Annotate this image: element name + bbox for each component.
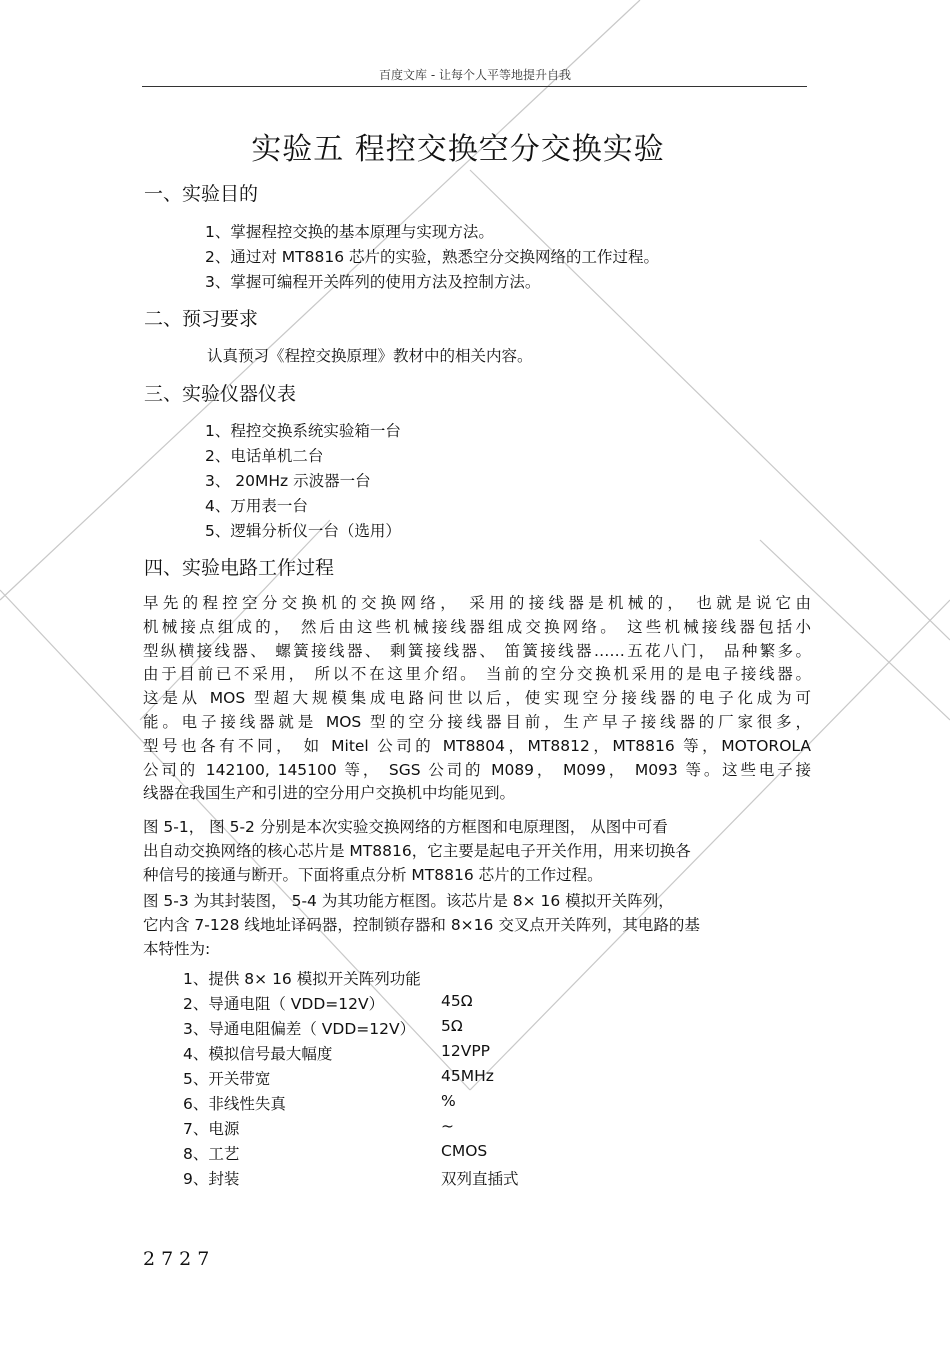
spec-label: 1、提供 8× 16 模拟开关阵列功能	[183, 970, 421, 988]
paragraph-line: 能。电子接线器就是 MOS 型的空分接线器目前，生产早子接线器的厂家很多，	[143, 712, 811, 731]
spec-value: %	[441, 1092, 456, 1110]
paragraph-line: 机械接点组成的， 然后由这些机械接线器组成交换网络。 这些机械接线器包括小	[143, 617, 811, 636]
spec-label: 3、导通电阻偏差（ VDD=12V）	[183, 1020, 416, 1038]
spec-label: 5、开关带宽	[183, 1070, 271, 1088]
section-heading-instruments: 三、实验仪器仪表	[144, 383, 297, 405]
instrument-item: 2、电话单机二台	[205, 447, 324, 465]
paragraph-line: 本特性为:	[143, 939, 211, 958]
instrument-item: 3、 20MHz 示波器一台	[205, 472, 371, 490]
spec-label: 7、电源	[183, 1120, 240, 1138]
header-rule	[142, 86, 807, 87]
spec-value: 双列直插式	[441, 1170, 519, 1188]
spec-label: 2、导通电阻（ VDD=12V）	[183, 995, 385, 1013]
section-heading-preview: 二、预习要求	[144, 308, 259, 330]
spec-label: 6、非线性失真	[183, 1095, 286, 1113]
spec-label: 9、封装	[183, 1170, 240, 1188]
paragraph-line: 早先的程控空分交换机的交换网络， 采用的接线器是机械的， 也就是说它由	[143, 594, 811, 612]
paragraph-line: 型纵横接线器、 螺簧接线器、 剩簧接线器、 笛簧接线器……五花八门， 品种繁多。	[143, 641, 811, 660]
spec-value: 45Ω	[441, 992, 473, 1010]
spec-value: 12VPP	[441, 1042, 491, 1060]
paragraph-line: 种信号的接通与断开。下面将重点分析 MT8816 芯片的工作过程。	[143, 865, 603, 884]
paragraph-line: 图 5-1， 图 5-2 分别是本次实验交换网络的方框图和电原理图， 从图中可看	[143, 818, 668, 836]
instrument-item: 5、逻辑分析仪一台（选用）	[205, 522, 401, 540]
paragraph-figure-intro	[143, 816, 811, 887]
preview-text: 认真预习《程控交换原理》教材中的相关内容。	[207, 347, 533, 365]
purpose-item: 2、通过对 MT8816 芯片的实验，熟悉空分交换网络的工作过程。	[205, 248, 660, 266]
paragraph-line: 线器在我国生产和引进的空分用户交换机中均能见到。	[143, 784, 516, 803]
paragraph-chip-features	[143, 890, 811, 961]
paragraph-line: 这是从 MOS 型超大规模集成电路问世以后，使实现空分接线器的电子化成为可	[143, 689, 811, 708]
paragraph-line: 由于目前已不采用， 所以不在这里介绍。 当前的空分交换机采用的是电子接线器。	[143, 665, 811, 684]
paragraph-line: 公司的 142100, 145100 等， SGS 公司的 M089， M099， M093 等。这些电子接	[143, 760, 811, 779]
section-heading-circuit: 四、实验电路工作过程	[144, 557, 335, 579]
instrument-item: 1、程控交换系统实验箱一台	[205, 422, 401, 440]
instrument-item: 4、万用表一台	[205, 497, 308, 515]
paragraph-line: 出自动交换网络的核心芯片是 MT8816，它主要是起电子开关作用，用来切换各	[143, 841, 691, 860]
spec-value: ~	[441, 1117, 454, 1135]
paragraph-switch-history	[143, 592, 811, 806]
purpose-item: 1、掌握程控交换的基本原理与实现方法。	[205, 223, 494, 241]
document-title: 实验五 程控交换空分交换实验	[251, 132, 665, 167]
section-heading-purpose: 一、实验目的	[144, 183, 259, 205]
spec-label: 8、工艺	[183, 1145, 240, 1163]
page-header: 百度文库 - 让每个人平等地提升自我	[379, 68, 571, 82]
spec-value: CMOS	[441, 1142, 488, 1160]
page-number: 2727	[143, 1248, 216, 1270]
spec-label: 4、模拟信号最大幅度	[183, 1045, 333, 1063]
paragraph-line: 型号也各有不同， 如 Mitel 公司的 MT8804，MT8812，MT8816 等，MOTOROLA	[143, 736, 811, 755]
spec-value: 5Ω	[441, 1017, 463, 1035]
spec-value: 45MHz	[441, 1067, 494, 1085]
purpose-item: 3、掌握可编程开关阵列的使用方法及控制方法。	[205, 273, 541, 291]
paragraph-line: 它内含 7-128 线地址译码器，控制锁存器和 8×16 交叉点开关阵列，其电路的基	[143, 915, 700, 934]
paragraph-line: 图 5-3 为其封装图， 5-4 为其功能方框图。该芯片是 8× 16 模拟开关阵列，	[143, 892, 674, 910]
